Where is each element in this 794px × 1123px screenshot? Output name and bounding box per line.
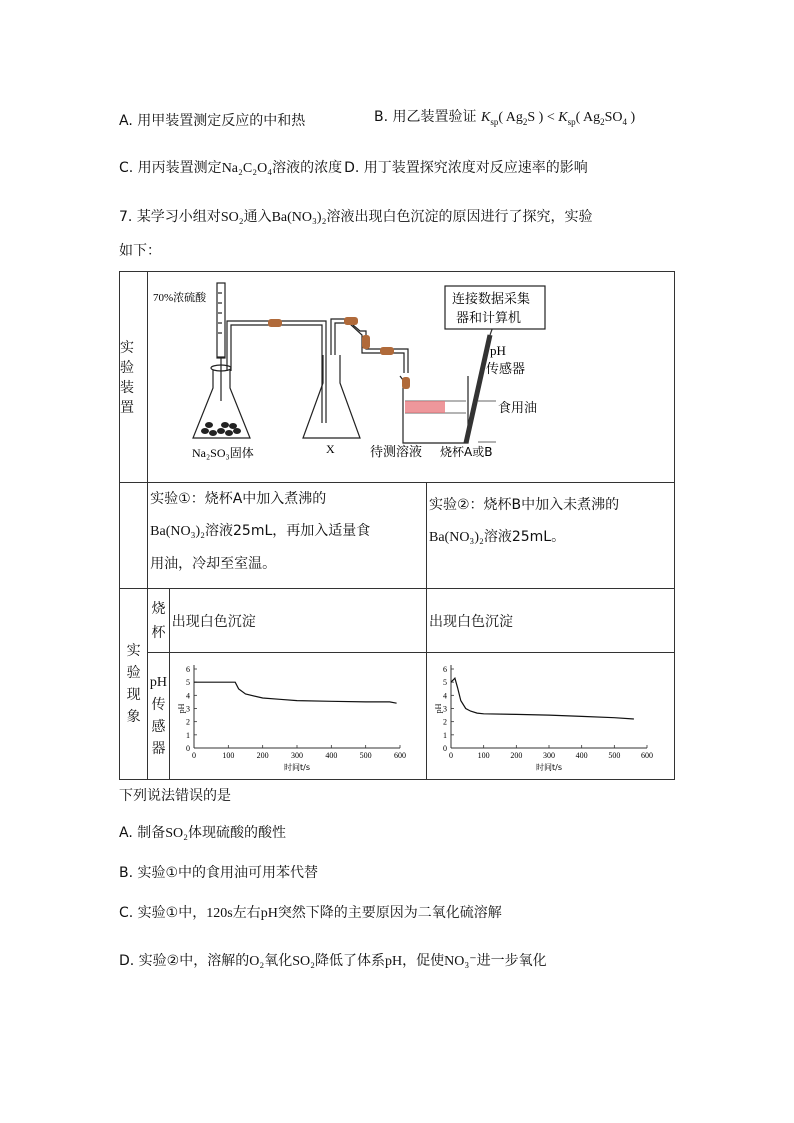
y-tick-label: 0 (443, 744, 447, 753)
computer-label-2: 器和计算机 (456, 310, 522, 326)
q7-stem-line1: 7. 某学习小组对SO₂通入Ba(NO₃)₂溶液出现白色沉淀的原因进行了探究，实验 (119, 209, 593, 225)
solid-label: Na₂SO₃固体 (192, 445, 254, 460)
oil-layer (405, 401, 445, 413)
beaker-label: 烧杯A或B (440, 444, 493, 459)
flask-x (303, 355, 360, 438)
x-tick-label: 500 (608, 751, 621, 760)
acid-label: 70%浓硫酸 (153, 291, 207, 304)
x-tick-label: 0 (191, 751, 196, 760)
y-tick-label: 5 (443, 678, 447, 688)
x-tick-label: 0 (449, 751, 453, 760)
apparatus-label: 实验 装置 (120, 272, 148, 483)
ph-chart-1 (170, 653, 425, 775)
x-tick-label: 100 (477, 751, 490, 760)
ph-chart-2-cell (427, 653, 675, 780)
option-d[interactable]: D. 实验②中，溶解的O₂氧化SO₂降低了体系pH，促使NO₃⁻进一步氧化 (119, 953, 547, 969)
y-tick-label: 2 (185, 717, 190, 727)
apparatus-svg (148, 273, 653, 482)
ph-curve (451, 678, 634, 719)
ph-curve (194, 682, 397, 703)
beaker-observation-2: 出现白色沉淀 (427, 589, 675, 653)
computer-label-1: 连接数据采集 (452, 291, 531, 307)
y-axis-label: pH (176, 703, 186, 714)
x-tick-label: 400 (325, 751, 338, 760)
x-tick-label: 400 (575, 751, 588, 760)
y-tick-label: 3 (185, 704, 190, 714)
dropping-funnel (217, 283, 225, 358)
solution-label: 待测溶液 (370, 444, 423, 460)
y-axis-label: pH (434, 703, 443, 714)
y-tick-label: 2 (443, 717, 447, 727)
x-axis-label: 时间t/s (536, 763, 562, 772)
y-tick-label: 0 (185, 744, 190, 753)
option-a[interactable]: A. 制备SO₂体现硫酸的酸性 (119, 825, 287, 841)
apparatus-diagram (148, 272, 675, 483)
x-tick-label: 600 (641, 751, 653, 760)
exp2-description: 实验②：烧杯B中加入未煮沸的 Ba(NO₃)₂溶液25mL。 (427, 483, 675, 589)
x-tick-label: 100 (222, 751, 235, 760)
ph-sensor (466, 335, 490, 443)
x-axis-label: 时间t/s (283, 763, 310, 772)
sensor-label: 传感器 (486, 361, 526, 377)
prev-option-b: B. 用乙装置验证 $K_{sp}$( $Ag_2S$ ) < $K_{sp}$( $Ag_2SO_4$ ) (374, 109, 636, 127)
option-c[interactable]: C. 实验①中，120s左右pH突然下降的主要原因为二氧化硫溶解 (119, 905, 502, 921)
x-tick-label: 300 (543, 751, 555, 760)
phenomenon-label: 实 验 现 象 (120, 589, 148, 780)
q7-stem-line2: 如下： (119, 243, 161, 259)
rubber-joints (268, 317, 410, 389)
experiment-table (119, 271, 675, 780)
x-label: X (326, 441, 335, 456)
beaker-observation-1: 出现白色沉淀 (169, 589, 426, 653)
x-tick-label: 300 (290, 751, 303, 760)
y-tick-label: 1 (185, 730, 190, 740)
y-tick-label: 5 (185, 678, 190, 688)
y-tick-label: 4 (443, 691, 447, 701)
y-tick-label: 6 (185, 665, 190, 674)
beaker-row-label: 烧 杯 (148, 589, 170, 653)
y-tick-label: 6 (443, 665, 447, 674)
y-tick-label: 1 (443, 730, 447, 740)
ksp-formula: $K_{sp}$( $Ag_2S$ ) < $K_{sp}$( $Ag_2SO_4$ ) (480, 110, 636, 127)
prev-option-c: C. 用丙装置测定Na₂C₂O₄溶液的浓度 D. 用丁装置探究浓度对反应速率的影响 (119, 160, 588, 176)
x-tick-label: 500 (359, 751, 372, 760)
question-prompt: 下列说法错误的是 (119, 788, 231, 804)
x-tick-label: 200 (510, 751, 523, 760)
y-tick-label: 4 (185, 691, 190, 701)
ph-chart-1-cell (169, 653, 426, 780)
sensor-row-label: pH 传 感 器 (148, 653, 170, 780)
y-tick-label: 3 (443, 704, 447, 714)
exp1-description: 实验①：烧杯A中加入煮沸的 Ba(NO₃)₂溶液25mL，再加入适量食 用油，冷却至室温。 (148, 483, 427, 589)
oil-label: 食用油 (498, 400, 538, 416)
prev-option-a: A. 用甲装置测定反应的中和热 (119, 113, 306, 129)
option-b[interactable]: B. 实验①中的食用油可用苯代替 (119, 865, 319, 881)
ph-chart-2 (427, 653, 674, 775)
x-tick-label: 600 (393, 751, 406, 760)
solid-particles (201, 422, 241, 436)
ph-label: pH (490, 342, 507, 358)
prev-option-d: D. 用丁装置探究浓度对反应速率的影响 (344, 160, 588, 176)
x-tick-label: 200 (256, 751, 269, 760)
